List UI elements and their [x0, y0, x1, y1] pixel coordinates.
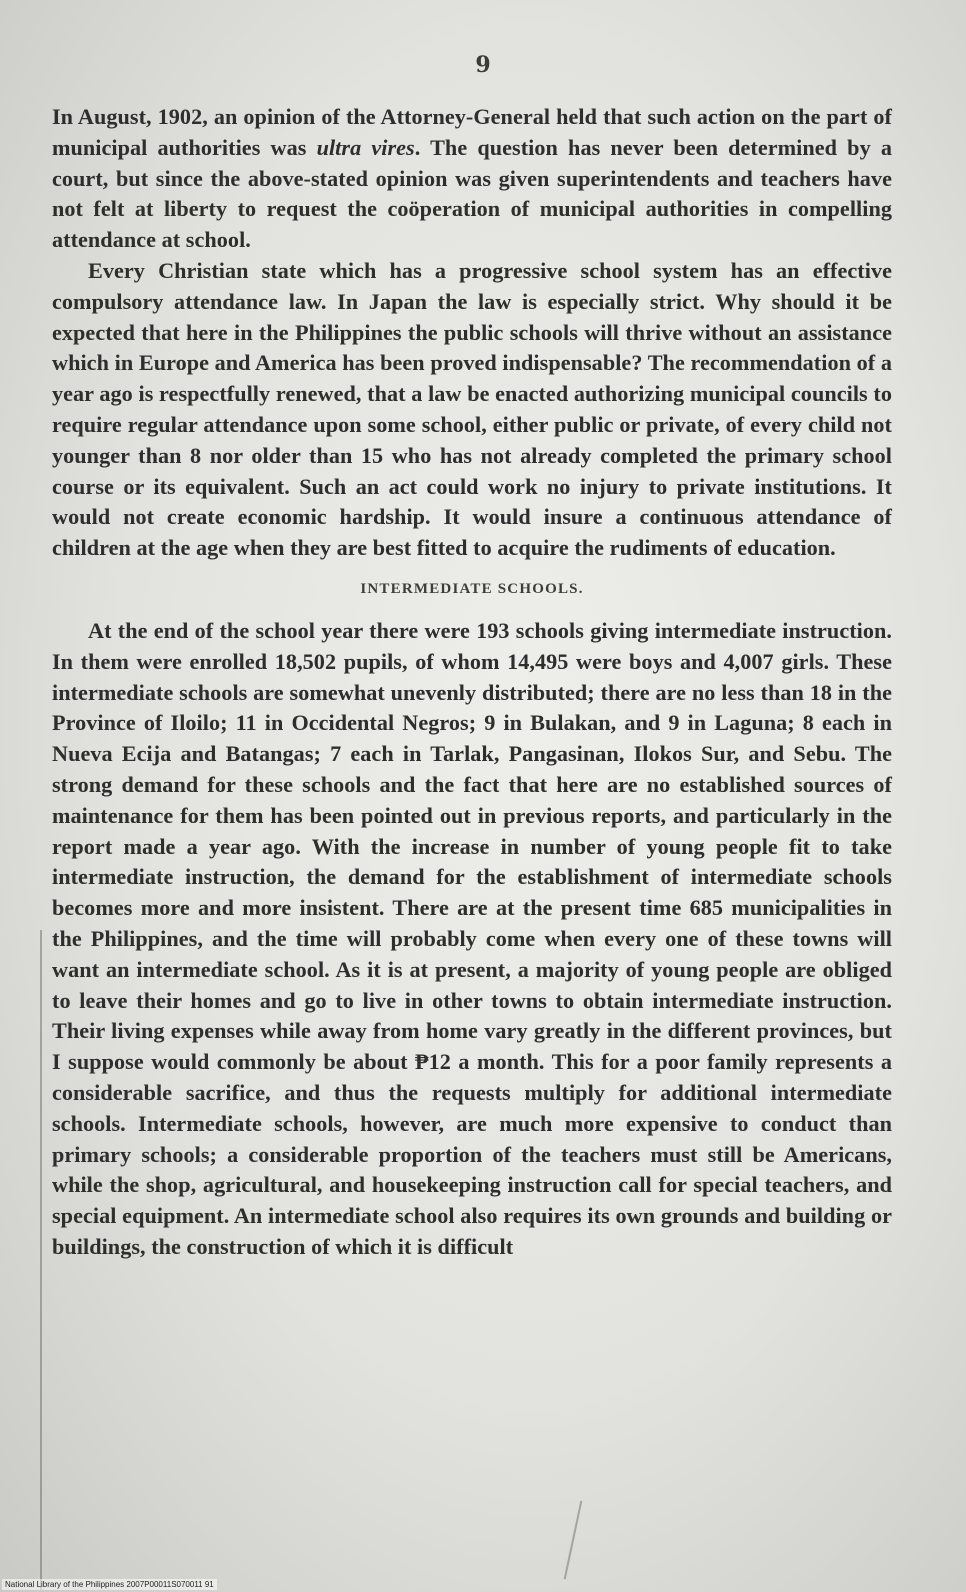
section-heading-intermediate-schools: INTERMEDIATE SCHOOLS. — [360, 580, 584, 597]
paragraph-attendance-opinion — [52, 102, 892, 256]
latin-term: ultra vires — [316, 134, 415, 160]
scan-credit-footer: National Library of the Philippines 2007P00011S070011 91 — [2, 1579, 217, 1590]
page-number: 9 — [475, 52, 491, 78]
paragraph-compulsory-attendance: Every Christian state which has a progressive school system has an effective compulsory attendance law. In Japan the law is especially strict. Why should it be expected that here in the Philippines the public schools will thrive without an assistance which in Europe and America has been proved indispensable? The recommendation of a year ago is respectfully renewed, that a law be enacted authorizing municipal councils to require regular attendance upon some school, either public or private, of every child not younger than 8 nor older than 15 who has not already completed the primary school course or its equivalent. Such an act could work no injury to private institutions. It would not create economic hardship. It would insure a continuous attendance of children at the age when they are best fitted to acquire the rudiments of education. — [52, 257, 892, 561]
page-edge-shadow — [40, 930, 42, 1590]
paragraph-1-text-end: . The question has never been determined by a court, but since the above-stated opinion was given superintendents and teachers have not felt at liberty to request the coöperation of municipal authorities in compelling attendance at school. — [52, 134, 893, 253]
paragraph-intermediate-schools: At the end of the school year there were 193 schools giving intermediate instruction. In them were enrolled 18,502 pupils, of whom 14,495 were boys and 4,007 girls. These intermediate schools are somewhat unevenly distributed; there are no less than 18 in the Province of Iloilo; 11 in Occidental Negros; 9 in Bulakan, and 9 in Laguna; 8 each in Nueva Ecija and Batangas; 7 each in Tarlak, Pangasinan, Ilokos Sur, and Sebu. The strong demand for these schools and the fact that here are no established sources of maintenance for them has been pointed out in previous reports, and particularly in the report made a year ago. With the increase in number of young people fit to take intermediate instruction, the demand for the establishment of intermediate schools becomes more and more insistent. There are at the present time 685 municipalities in the Philippines, and the time will probably come when every one of these towns will want an intermediate school. As it is at present, a majority of young people are obliged to leave their homes and go to live in other towns to obtain intermediate instruction. Their living expenses while away from home vary greatly in the different provinces, but I suppose would commonly be about ₱12 a month. This for a poor family represents a considerable sacrifice, and thus the requests multiply for additional intermediate schools. Intermediate schools, however, are much more expensive to conduct than primary schools; a considerable proportion of the teachers must still be Americans, while the shop, agricultural, and housekeeping instruction call for special teachers, and special equipment. An intermediate school also requires its own grounds and building or buildings, the construction of which it is difficult — [52, 617, 892, 1259]
paragraph-1-text-start: In August, 1902, an opinion of the Attorney-General held that such action on the part of municipal authorities was — [52, 104, 892, 160]
scan-mark — [564, 1501, 583, 1580]
document-body — [52, 102, 892, 1263]
